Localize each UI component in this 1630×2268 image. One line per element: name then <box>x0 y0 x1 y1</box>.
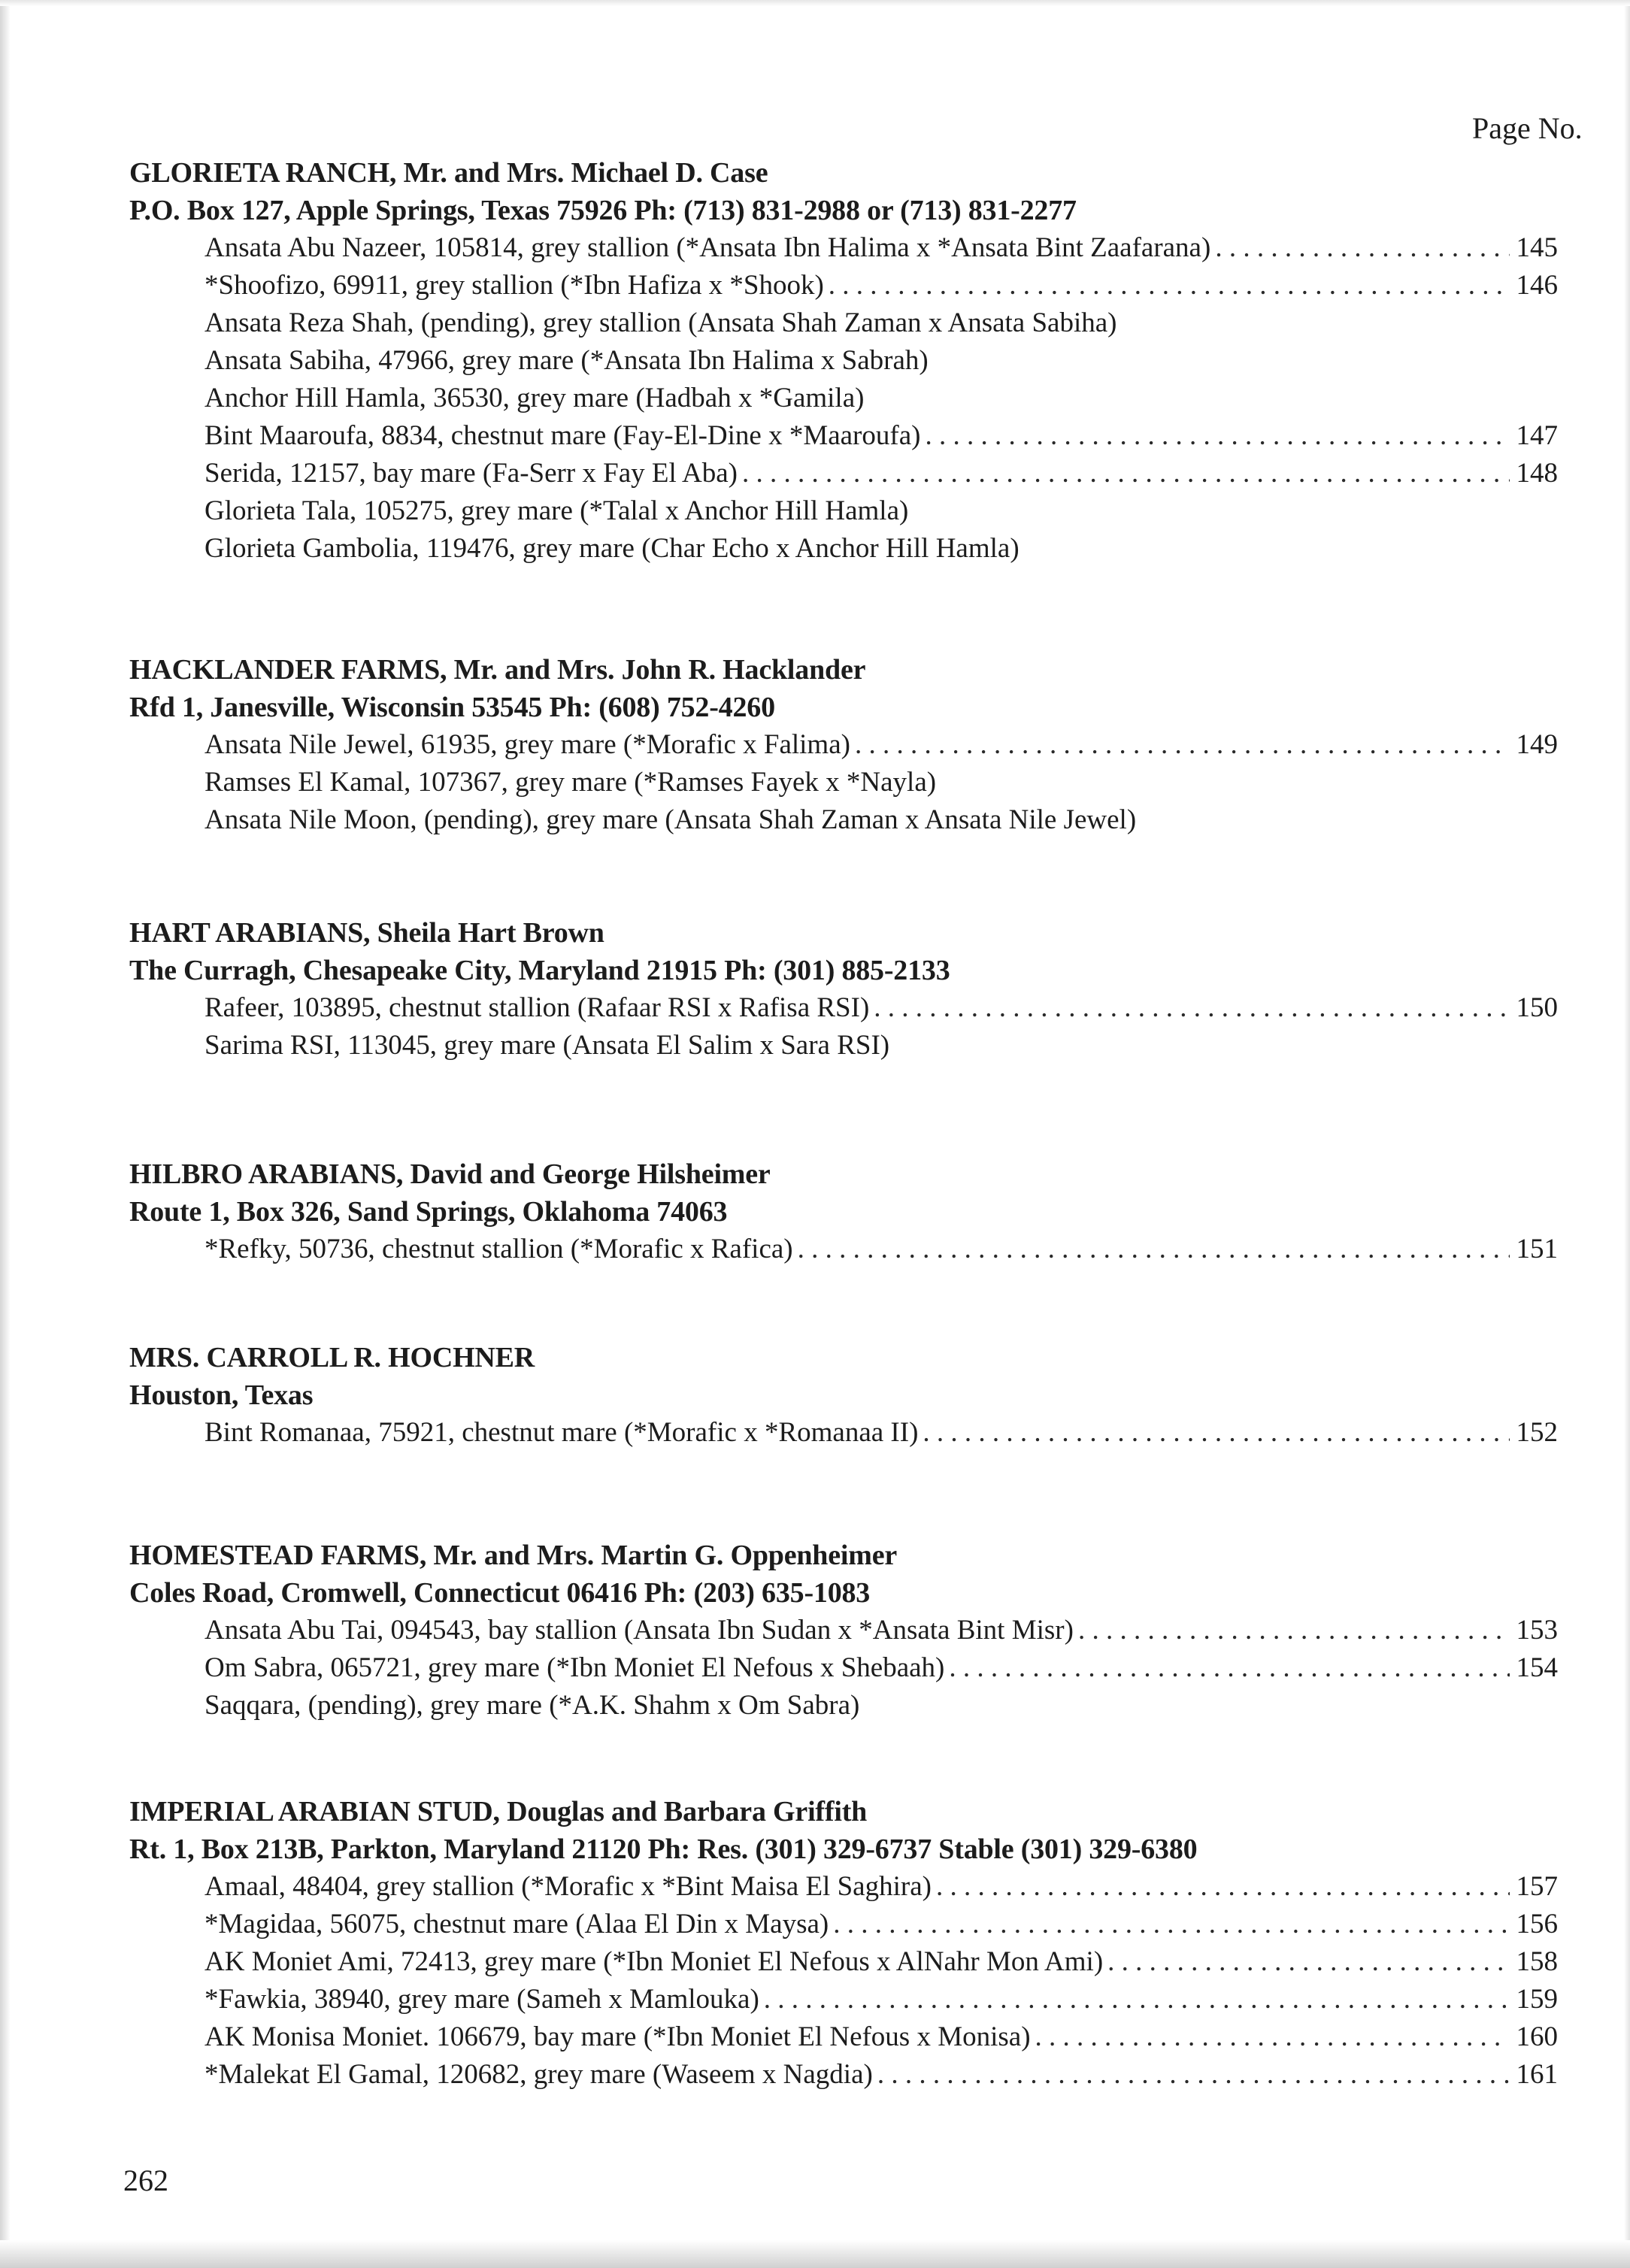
horse-description: *Fawkia, 38940, grey mare (Sameh x Mamlouka) <box>205 1984 759 2015</box>
dot-leader <box>1078 1612 1510 1649</box>
horse-description: Bint Maaroufa, 8834, chestnut mare (Fay-El-Dine x *Maaroufa) <box>205 420 921 451</box>
horse-entry <box>205 1906 1558 1943</box>
horse-entry <box>205 726 1558 764</box>
horse-entry <box>205 530 1558 568</box>
horse-entry <box>205 1981 1558 2018</box>
horse-entry <box>205 1687 1558 1724</box>
horse-list <box>205 1612 1558 1724</box>
owner-name: GLORIETA RANCH, Mr. and Mrs. Michael D. Case <box>129 157 768 189</box>
horse-description: Sarima RSI, 113045, grey mare (Ansata El Salim x Sara RSI) <box>205 1030 890 1061</box>
page-reference: 146 <box>1516 270 1558 301</box>
horse-description: Saqqara, (pending), grey mare (*A.K. Shahm x Om Sabra) <box>205 1690 860 1721</box>
horse-entry <box>205 417 1558 455</box>
horse-description: Ramses El Kamal, 107367, grey mare (*Ramses Fayek x *Nayla) <box>205 767 937 798</box>
owner-address: P.O. Box 127, Apple Springs, Texas 75926 Ph: (713) 831-2988 or (713) 831-2277 <box>129 195 1077 226</box>
dot-leader <box>1107 1943 1510 1981</box>
horse-entry <box>205 1649 1558 1687</box>
horse-list <box>205 989 1558 1064</box>
horse-entry <box>205 1231 1558 1268</box>
page-reference: 148 <box>1516 458 1558 489</box>
horse-entry <box>205 455 1558 492</box>
horse-description: Glorieta Tala, 105275, grey mare (*Talal x Anchor Hill Hamla) <box>205 495 909 526</box>
owner-address: The Curragh, Chesapeake City, Maryland 21915 Ph: (301) 885-2133 <box>129 955 950 986</box>
owner-address: Route 1, Box 326, Sand Springs, Oklahoma 74063 <box>129 1196 728 1228</box>
horse-entry <box>205 764 1558 801</box>
page-reference: 156 <box>1516 1909 1558 1939</box>
page-reference: 159 <box>1516 1984 1558 2015</box>
scan-edge-left <box>0 0 11 2268</box>
horse-description: Ansata Nile Jewel, 61935, grey mare (*Morafic x Falima) <box>205 729 850 760</box>
horse-description: Amaal, 48404, grey stallion (*Morafic x *Bint Maisa El Saghira) <box>205 1871 932 1902</box>
dot-leader <box>764 1981 1510 2018</box>
owner-name: HOMESTEAD FARMS, Mr. and Mrs. Martin G. Oppenheimer <box>129 1540 898 1571</box>
horse-entry <box>205 2018 1558 2056</box>
horse-list <box>205 1231 1558 1268</box>
dot-leader <box>877 2056 1510 2094</box>
owner-address: Coles Road, Cromwell, Connecticut 06416 Ph: (203) 635-1083 <box>129 1577 871 1609</box>
owner-section-glorieta-ranch <box>129 154 1558 568</box>
horse-entry <box>205 380 1558 417</box>
dot-leader <box>855 726 1510 764</box>
owner-section-imperial-arabian-stud <box>129 1793 1558 2094</box>
dot-leader <box>923 1414 1510 1452</box>
horse-description: *Refky, 50736, chestnut stallion (*Morafic x Rafica) <box>205 1234 793 1264</box>
dot-leader <box>936 1868 1510 1906</box>
horse-entry <box>205 304 1558 342</box>
horse-description: Ansata Abu Tai, 094543, bay stallion (Ansata Ibn Sudan x *Ansata Bint Misr) <box>205 1615 1074 1646</box>
horse-entry <box>205 1868 1558 1906</box>
horse-entry <box>205 801 1558 839</box>
footer-page-number: 262 <box>123 2164 168 2197</box>
owner-name: HACKLANDER FARMS, Mr. and Mrs. John R. Hacklander <box>129 654 866 686</box>
horse-entry <box>205 1943 1558 1981</box>
dot-leader <box>925 417 1510 455</box>
horse-list <box>205 726 1558 839</box>
scan-edge-right <box>1624 0 1630 2268</box>
owner-address: Rfd 1, Janesville, Wisconsin 53545 Ph: (608) 752-4260 <box>129 692 775 723</box>
page-reference: 157 <box>1516 1871 1558 1902</box>
horse-list <box>205 229 1558 568</box>
page-header: Page No. <box>1472 111 1583 145</box>
dot-leader <box>1215 229 1510 267</box>
horse-entry <box>205 2056 1558 2094</box>
horse-entry <box>205 1612 1558 1649</box>
horse-list <box>205 1868 1558 2094</box>
horse-description: Anchor Hill Hamla, 36530, grey mare (Hadbah x *Gamila) <box>205 383 865 413</box>
owner-name: MRS. CARROLL R. HOCHNER <box>129 1342 535 1373</box>
dot-leader <box>829 267 1510 304</box>
horse-description: Bint Romanaa, 75921, chestnut mare (*Morafic x *Romanaa II) <box>205 1417 919 1448</box>
owner-name: IMPERIAL ARABIAN STUD, Douglas and Barbara Griffith <box>129 1796 868 1827</box>
horse-entry <box>205 492 1558 530</box>
horse-description: AK Monisa Moniet. 106679, bay mare (*Ibn Moniet El Nefous x Monisa) <box>205 2021 1031 2052</box>
page-reference: 161 <box>1516 2059 1558 2090</box>
scan-edge-top <box>0 0 1630 6</box>
page-reference: 158 <box>1516 1946 1558 1977</box>
horse-entry <box>205 989 1558 1027</box>
horse-description: Ansata Sabiha, 47966, grey mare (*Ansata Ibn Halima x Sabrah) <box>205 345 929 376</box>
horse-entry <box>205 342 1558 380</box>
owner-name: HILBRO ARABIANS, David and George Hilsheimer <box>129 1158 771 1190</box>
page-reference: 153 <box>1516 1615 1558 1646</box>
dot-leader <box>798 1231 1510 1268</box>
owner-section-hacklander-farms <box>129 651 1558 839</box>
horse-list <box>205 1414 1558 1452</box>
horse-entry <box>205 229 1558 267</box>
page-reference: 145 <box>1516 232 1558 263</box>
page-reference: 152 <box>1516 1417 1558 1448</box>
horse-description: *Shoofizo, 69911, grey stallion (*Ibn Hafiza x *Shook) <box>205 270 824 301</box>
owner-name: HART ARABIANS, Sheila Hart Brown <box>129 917 604 949</box>
horse-description: Ansata Nile Moon, (pending), grey mare (Ansata Shah Zaman x Ansata Nile Jewel) <box>205 804 1137 835</box>
scan-band-bottom <box>0 2240 1630 2268</box>
horse-description: *Malekat El Gamal, 120682, grey mare (Waseem x Nagdia) <box>205 2059 873 2090</box>
owner-address: Rt. 1, Box 213B, Parkton, Maryland 21120 Ph: Res. (301) 329-6737 Stable (301) 329-6380 <box>129 1833 1198 1865</box>
owner-section-homestead-farms <box>129 1537 1558 1724</box>
page-reference: 150 <box>1516 992 1558 1023</box>
page-reference: 149 <box>1516 729 1558 760</box>
horse-entry <box>205 267 1558 304</box>
dot-leader <box>742 455 1510 492</box>
page-reference: 151 <box>1516 1234 1558 1264</box>
horse-description: *Magidaa, 56075, chestnut mare (Alaa El Din x Maysa) <box>205 1909 829 1939</box>
horse-description: Serida, 12157, bay mare (Fa-Serr x Fay El Aba) <box>205 458 738 489</box>
owner-section-hart-arabians <box>129 914 1558 1064</box>
page-reference: 147 <box>1516 420 1558 451</box>
dot-leader <box>874 989 1510 1027</box>
owner-address: Houston, Texas <box>129 1379 314 1411</box>
owner-section-hilbro-arabians <box>129 1155 1558 1268</box>
horse-description: Ansata Abu Nazeer, 105814, grey stallion (*Ansata Ibn Halima x *Ansata Bint Zaafarana) <box>205 232 1211 263</box>
owner-section-hochner <box>129 1339 1558 1452</box>
page-reference: 160 <box>1516 2021 1558 2052</box>
horse-description: AK Moniet Ami, 72413, grey mare (*Ibn Moniet El Nefous x AlNahr Mon Ami) <box>205 1946 1104 1977</box>
horse-description: Ansata Reza Shah, (pending), grey stallion (Ansata Shah Zaman x Ansata Sabiha) <box>205 307 1117 338</box>
dot-leader <box>949 1649 1510 1687</box>
horse-entry <box>205 1027 1558 1064</box>
horse-description: Rafeer, 103895, chestnut stallion (Rafaar RSI x Rafisa RSI) <box>205 992 870 1023</box>
horse-description: Glorieta Gambolia, 119476, grey mare (Char Echo x Anchor Hill Hamla) <box>205 533 1020 564</box>
page-reference: 154 <box>1516 1652 1558 1683</box>
dot-leader <box>833 1906 1510 1943</box>
dot-leader <box>1035 2018 1510 2056</box>
horse-entry <box>205 1414 1558 1452</box>
horse-description: Om Sabra, 065721, grey mare (*Ibn Moniet El Nefous x Shebaah) <box>205 1652 945 1683</box>
